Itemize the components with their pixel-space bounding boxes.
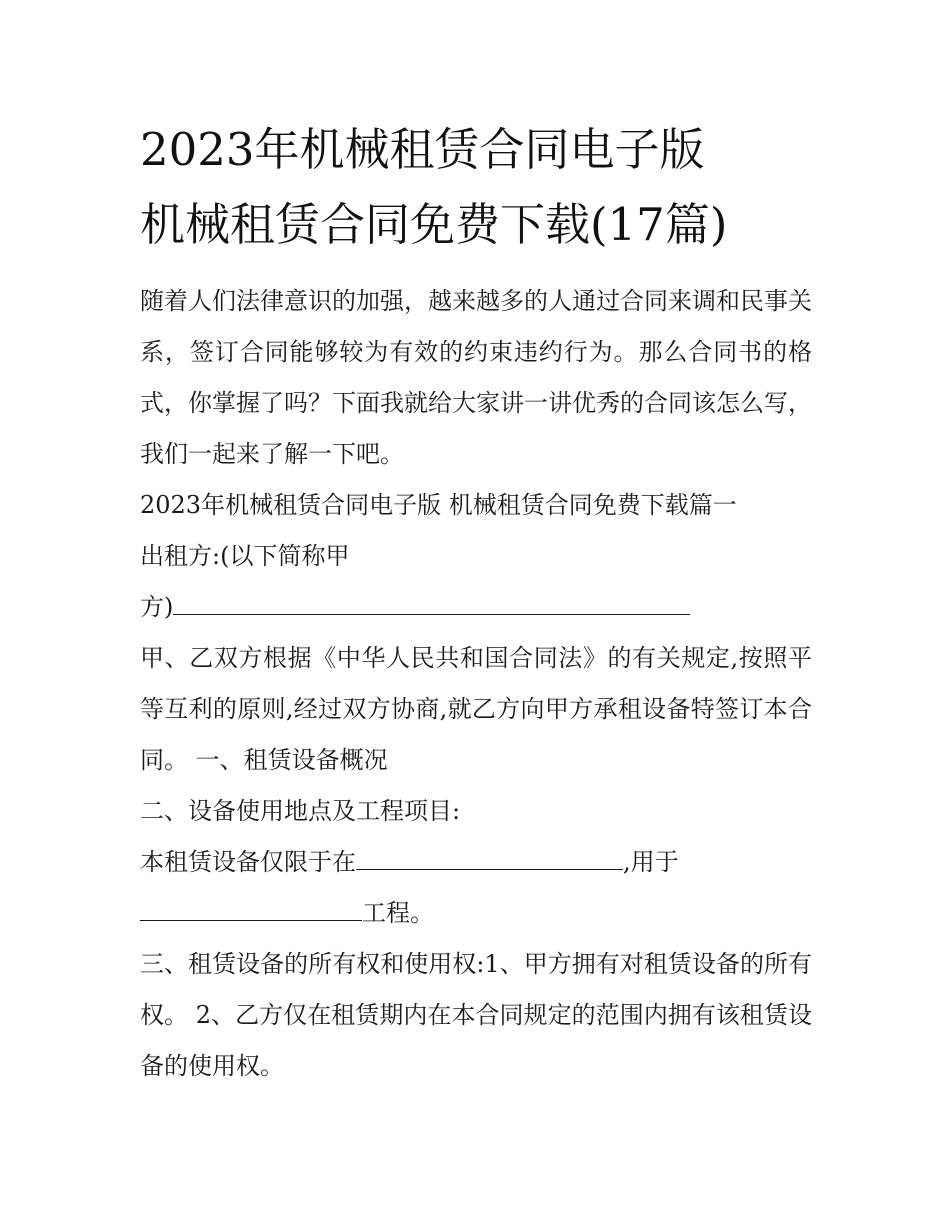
lessor-label-line: 出租方:(以下简称甲: [140, 542, 350, 570]
location-blank: [356, 845, 623, 870]
clause-2-text-a: 本租赁设备仅限于在: [140, 848, 356, 876]
document-title: [140, 112, 812, 262]
clause-3-paragraph: 三、租赁设备的所有权和使用权:1、甲方拥有对租赁设备的所有权。 2、乙方仅在租赁期内在本合同规定的范围内拥有该租赁设备的使用权。: [140, 950, 812, 1080]
document-page: [140, 112, 812, 1092]
agreement-paragraph: 甲、乙双方根据《中华人民共和国合同法》的有关规定,按照平等互利的原则,经过双方协商,就乙方向甲方承租设备特签订本合同。 一、租赁设备概况: [140, 644, 812, 774]
clause-2-project-line: [140, 888, 812, 939]
document-body: [140, 276, 812, 1092]
clause-2-heading: 二、设备使用地点及工程项目:: [140, 797, 461, 825]
clause-2-location-line: [140, 837, 812, 888]
title-line-1: 2023年机械租赁合同电子版: [140, 123, 705, 176]
project-blank: [140, 896, 362, 921]
lessor-label-end: 方): [140, 593, 174, 621]
clause-2-text-b: ,用于: [623, 848, 679, 876]
clause-2-text-c: 工程。: [362, 899, 434, 927]
lessor-name-blank: [173, 590, 690, 615]
lessor-blank-line: [140, 582, 812, 633]
section-heading: 2023年机械租赁合同电子版 机械租赁合同免费下载篇一: [140, 491, 737, 519]
title-line-2: 机械租赁合同免费下载(17篇): [140, 198, 728, 251]
intro-paragraph: 随着人们法律意识的加强，越来越多的人通过合同来调和民事关系，签订合同能够较为有效的约束违约行为。那么合同书的格式，你掌握了吗？下面我就给大家讲一讲优秀的合同该怎么写，我们一起来了解一下吧。: [140, 287, 812, 468]
